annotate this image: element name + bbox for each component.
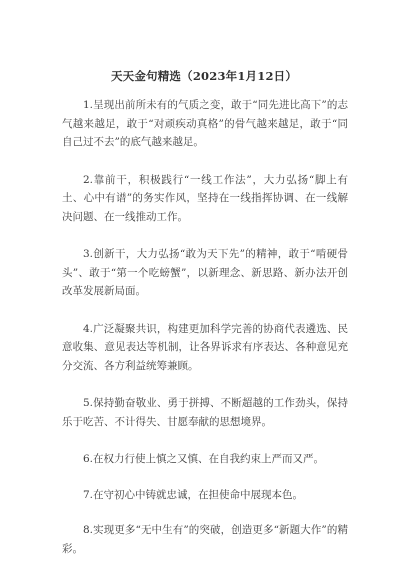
quote-item-3: 3.创新干，大力弘扬“敢为天下先”的精神，敢于“啃硬骨头”、敢于“第一个吃螃蟹”，以新理念、新思路、新办法开创改革发展新局面。 [62,248,348,297]
quote-item-4: 4.广泛凝聚共识，构建更加科学完善的协商代表遴选、民意收集、意见表达等机制，让各界诉求有序表达、各种意见充分交流、各方利益统筹兼顾。 [62,322,348,372]
quote-item-2: 2.靠前干，积极践行“一线工作法”，大力弘扬“脚上有土、心中有谱”的务实作风，坚持在一线指挥协调、在一线解决问题、在一线推动工作。 [62,173,348,223]
quote-list [62,96,348,577]
quote-item-7: 7.在守初心中铸就忠诚，在担使命中展现本色。 [83,488,304,501]
quote-item-8: 8.实现更多“无中生有”的突破，创造更多“新题大作”的精彩。 [62,524,348,555]
quote-item-5: 5.保持勤奋敬业、勇于拼搏、不断超越的工作劲头，保持乐于吃苦、不计得失、甘愿奉献的思想境界。 [62,397,348,428]
quote-item-1: 1.呈现出前所未有的气质之变，敢于“同先进比高下”的志气越来越足，敢于“对顽疾动真格”的骨气越来越足，敢于“同自己过不去”的底气越来越足。 [62,99,348,148]
quote-item-6: 6.在权力行使上慎之又慎、在自我约束上严而又严。 [83,453,325,465]
document-title: 天天金句精选（2023年1月12日） [110,69,298,83]
